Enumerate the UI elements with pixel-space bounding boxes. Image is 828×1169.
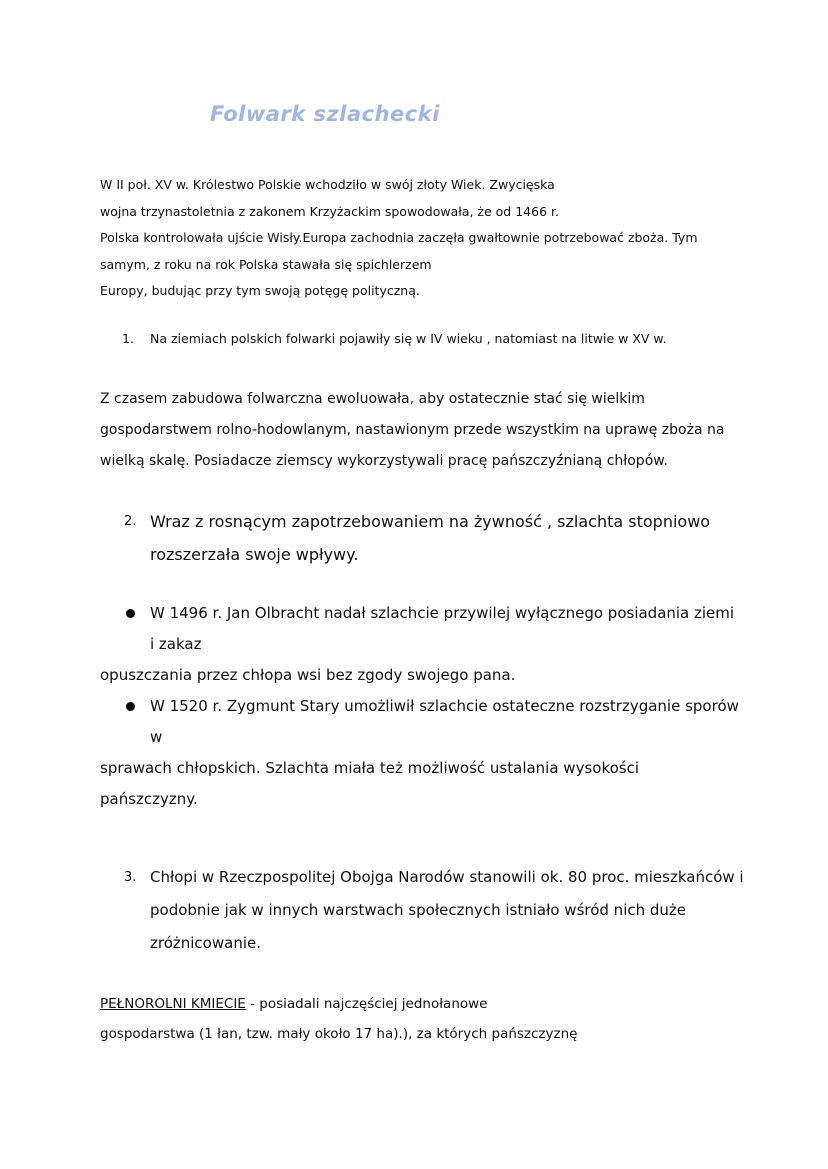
item-number: 2. <box>124 514 137 529</box>
bullet-item <box>100 598 740 660</box>
bullet-item <box>100 691 740 753</box>
continuation-line: pańszczyzny. <box>100 790 198 808</box>
text-line: Polska kontrolowała ujście Wisły.Europa zachodnia zaczęła gwałtownie potrzebować zboża. Tym <box>100 230 698 245</box>
bullet-list <box>100 598 740 815</box>
numbered-item-1 <box>122 331 666 346</box>
term-heading: PEŁNOROLNI KMIECIE <box>100 996 246 1012</box>
text-line: wielką skalę. Posiadacze ziemscy wykorzystywali pracę pańszczyźnianą chłopów. <box>100 453 668 469</box>
text-line: Z czasem zabudowa folwarczna ewoluowała, aby ostatecznie stać się wielkim <box>100 391 645 407</box>
term-definition: - posiadali najczęściej jednołanowe <box>245 996 488 1012</box>
bullet-text: W 1520 r. Zygmunt Stary umożliwił szlachcie ostateczne rozstrzyganie sporów w <box>150 697 739 746</box>
numbered-item-2 <box>124 505 744 571</box>
item-text: Na ziemiach polskich folwarki pojawiły się w IV wieku , natomiast na litwie w XV w. <box>150 331 667 346</box>
text-line: wojna trzynastoletnia z zakonem Krzyżackim spowodowała, że od 1466 r. <box>100 203 559 219</box>
paragraph-folwark-evolution <box>100 384 740 477</box>
text-line <box>100 989 740 1019</box>
text-line: samym, z roku na rok Polska stawała się spichlerzem <box>100 256 432 272</box>
item-text: Wraz z rosnącym zapotrzebowaniem na żywność , szlachta stopniowo rozszerzała swoje wpływy. <box>150 512 711 564</box>
continuation-line: opuszczania przez chłopa wsi bez zgody swojego pana. <box>100 666 516 684</box>
bullet-dot-icon <box>126 609 135 618</box>
intro-paragraph <box>100 172 740 305</box>
bullet-dot-icon <box>126 702 135 711</box>
continuation-line: sprawach chłopskich. Szlachta miała też możliwość ustalania wysokości <box>100 759 640 777</box>
numbered-item-3 <box>124 861 744 960</box>
page-title: Folwark szlachecki <box>210 102 440 126</box>
text-line: gospodarstwa (1 łan, tzw. mały około 17 ha).), za których pańszczyznę <box>100 1026 578 1042</box>
item-number: 3. <box>124 870 137 885</box>
bullet-text: W 1496 r. Jan Olbracht nadał szlachcie przywilej wyłącznego posiadania ziemi i zakaz <box>150 604 735 653</box>
text-line: Europy, budując przy tym swoją potęgę polityczną. <box>100 283 420 298</box>
text-line: W II poł. XV w. Królestwo Polskie wchodziło w swój złoty Wiek. Zwycięska <box>100 177 555 192</box>
paragraph-kmiecie <box>100 989 740 1049</box>
text-line: gospodarstwem rolno-hodowlanym, nastawionym przede wszystkim na uprawę zboża na <box>100 422 725 438</box>
item-text: Chłopi w Rzeczpospolitej Obojga Narodów stanowili ok. 80 proc. mieszkańców i podobnie jak w innych warstwach społecznych istniało wśród nich duże zróżnicowanie. <box>150 868 744 952</box>
item-number: 1. <box>122 331 134 346</box>
